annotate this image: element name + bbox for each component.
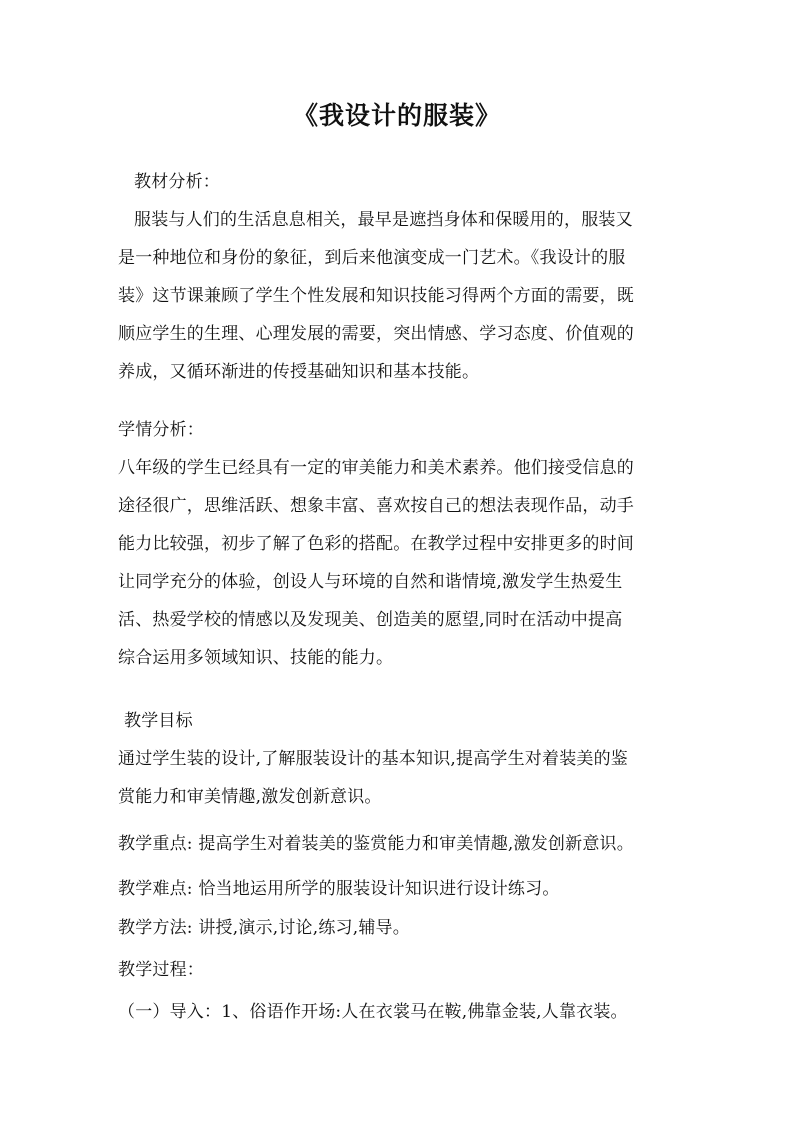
textbook-line: 是一种地位和身份的象征，到后来他演变成一门艺术。《我设计的服 <box>118 248 626 268</box>
process-first-step: （一）导入：1、俗语作开场:人在衣裳马在鞍,佛靠金装,人靠衣装。 <box>118 1002 628 1022</box>
student-line: 活、热爱学校的情感以及发现美、创造美的愿望,同时在活动中提高 <box>118 610 623 630</box>
goal-paragraph <box>118 740 684 816</box>
student-line: 八年级的学生已经具有一定的审美能力和美术素养。他们接受信息的 <box>118 458 634 478</box>
textbook-line: 服装与人们的生活息息相关，最早是遮挡身体和保暖用的，服装又 <box>134 210 633 230</box>
student-line: 途径很广，思维活跃、想象丰富、喜欢按自己的想法表现作品，动手 <box>118 496 634 516</box>
goal-line: 赏能力和审美情趣,激发创新意识。 <box>118 787 382 807</box>
difficult-point: 教学难点: 恰当地运用所学的服装设计知识进行设计练习。 <box>118 879 560 899</box>
goal-heading: 教学目标 <box>124 711 193 731</box>
textbook-line: 顺应学生的生理、心理发展的需要，突出情感、学习态度、价值观的 <box>118 324 634 344</box>
goal-line: 通过学生装的设计,了解服装设计的基本知识,提高学生对着装美的鉴 <box>118 749 629 769</box>
student-heading: 学情分析： <box>118 420 204 440</box>
student-line: 让同学充分的体验，创设人与环境的自然和谐情境,激发学生热爱生 <box>118 572 623 592</box>
student-paragraph <box>118 449 684 677</box>
student-line: 能力比较强，初步了解了色彩的搭配。在教学过程中安排更多的时间 <box>118 534 634 554</box>
textbook-line: 养成，又循环渐进的传授基础知识和基本技能。 <box>118 362 480 382</box>
textbook-line: 装》这节课兼顾了学生个性发展和知识技能习得两个方面的需要，既 <box>118 286 634 306</box>
key-point: 教学重点: 提高学生对着装美的鉴赏能力和审美情趣,激发创新意识。 <box>118 834 634 854</box>
teaching-method: 教学方法: 讲授,演示,讨论,练习,辅导。 <box>118 918 410 938</box>
process-heading: 教学过程： <box>118 960 204 980</box>
textbook-heading: 教材分析： <box>134 172 220 192</box>
document-title: 《我设计的服装》 <box>292 101 501 130</box>
student-line: 综合运用多领域知识、技能的能力。 <box>118 648 394 668</box>
textbook-paragraph <box>118 201 684 391</box>
